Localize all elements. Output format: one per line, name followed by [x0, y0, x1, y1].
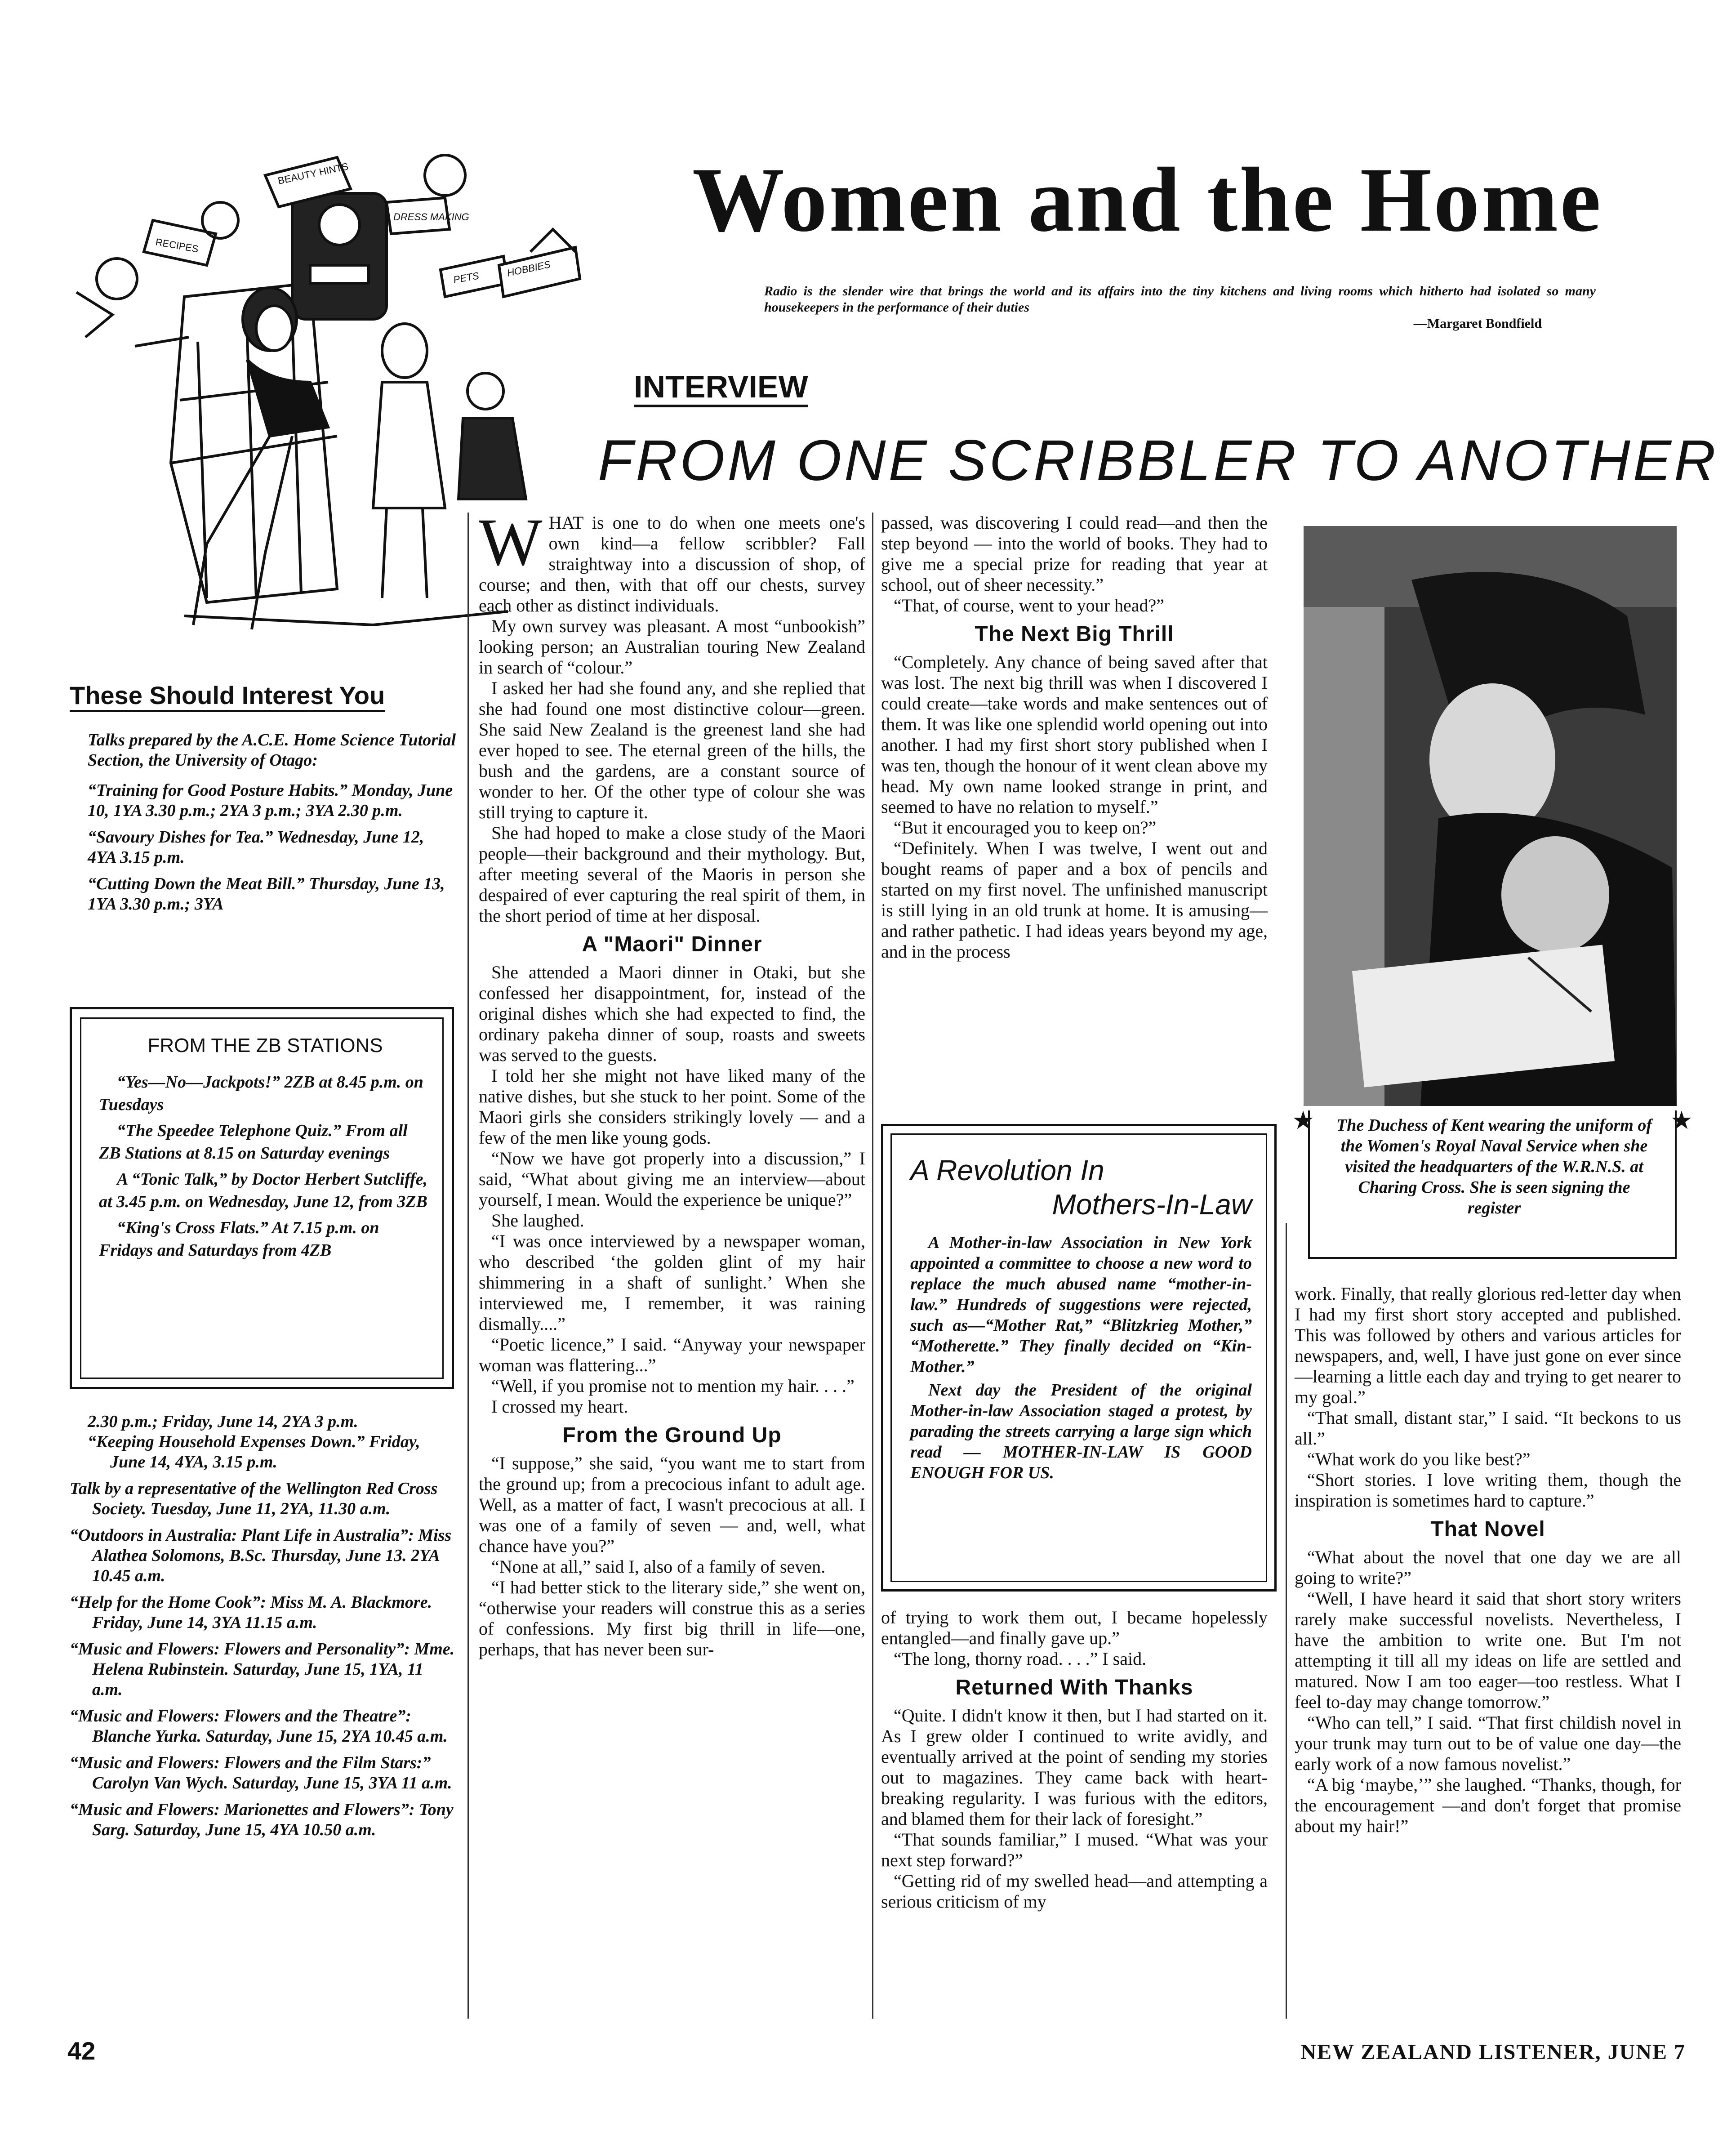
- article-column-3: [1295, 1284, 1681, 1837]
- sidebar-item: “Music and Flowers: Marionettes and Flowers”: Tony Sarg. Saturday, June 15, 4YA 10.50 a.m.: [70, 1800, 454, 1839]
- sidebar-item: Talk by a representative of the Wellington Red Cross Society. Tuesday, June 11, 2YA, 11.30 a.m.: [70, 1479, 438, 1518]
- column-rule: [467, 513, 469, 2019]
- sidebar-intro: Talks prepared by the A.C.E. Home Science Tutorial Section, the University of Otago:: [88, 731, 456, 770]
- article-paragraph: “That, of course, went to your head?”: [894, 595, 1164, 615]
- article-paragraph: “I had better stick to the literary side,” she went on, “otherwise your readers will construe this as a series of confessions. My first big thrill in life—one, perhaps, that has never been sur-: [479, 1577, 865, 1659]
- sidebar-item: “Outdoors in Australia: Plant Life in Australia”: Miss Alathea Solomons, B.Sc. Thursday, June 13. 2YA 10.45 a.m.: [70, 1526, 452, 1585]
- sidebar-list-bottom: [70, 1412, 456, 1846]
- column-rule: [1286, 1223, 1287, 2019]
- column-rule: [872, 513, 873, 2019]
- illustration-label: HOBBIES: [506, 259, 552, 279]
- subheading: From the Ground Up: [562, 1423, 782, 1447]
- photo-caption-box: [1292, 1107, 1693, 1259]
- article-paragraph: She laughed.: [491, 1210, 584, 1231]
- revolution-paragraph: A Mother-in-law Association in New York appointed a committee to choose a new word to replace the much abused name “mother-in-law.” Hundreds of suggestions were rejected, such as—“Mother Rat,” “Blitzkrieg Mother,” “Motherette.” They finally decided on “Kin-Mother.”: [910, 1233, 1252, 1376]
- zb-item: “Yes—No—Jackpots!” 2ZB at 8.45 p.m. on Tuesdays: [99, 1073, 423, 1114]
- article-paragraph: I crossed my heart.: [491, 1396, 628, 1417]
- article-kicker: INTERVIEW: [634, 369, 808, 407]
- article-paragraph: “Poetic licence,” I said. “Anyway your newspaper woman was flattering...”: [479, 1334, 865, 1375]
- photo-caption: The Duchess of Kent wearing the uniform of the Women's Royal Naval Service when she visited the headquarters of the W.R.N.S. at Charing Cross. She is seen signing the register: [1336, 1116, 1652, 1217]
- article-paragraph: work. Finally, that really glorious red-letter day when I had my first short story accepted and published. This was followed by others and various articles for newspapers, and, well, I have just gone on ever since—learning a little each day and trying to get nearer to my goal.”: [1295, 1284, 1681, 1407]
- illustration-label: RECIPES: [155, 236, 200, 255]
- article-paragraph: “None at all,” said I, also of a family of seven.: [491, 1556, 826, 1577]
- article-paragraph: “That small, distant star,” I said. “It beckons to us all.”: [1295, 1408, 1681, 1449]
- article-paragraph: “Short stories. I love writing them, though the inspiration is sometimes hard to capture.”: [1295, 1470, 1681, 1511]
- revolution-title-1: A Revolution In: [910, 1154, 1104, 1186]
- article-paragraph: “Quite. I didn't know it then, but I had started on it. As I grew older I continued to write avidly, and eventually arrived at the point of sending my stories out to magazines. They came back with heart-breaking regularity. I was furious with the editors, and blamed them for their lack of foresight.”: [881, 1705, 1268, 1829]
- article-paragraph: “Well, if you promise not to mention my hair. . . .”: [491, 1376, 855, 1396]
- article-paragraph: WHAT is one to do when one meets one's own kind—a fellow scribbler? Fall straightway into a discussion of shop, of course; and then, with that off our chests, survey each other as distinct individuals.: [479, 505, 865, 615]
- epigraph-author: —Margaret Bondfield: [1413, 316, 1542, 331]
- sidebar-item: “Savoury Dishes for Tea.” Wednesday, June 12, 4YA 3.15 p.m.: [88, 828, 424, 867]
- article-paragraph: “What work do you like best?”: [1307, 1449, 1531, 1469]
- publication-footer: NEW ZEALAND LISTENER, JUNE 7: [1300, 2040, 1686, 2064]
- subheading: A "Maori" Dinner: [582, 932, 762, 956]
- article-paragraph: My own survey was pleasant. A most “unbookish” looking person; an Australian touring New Zealand in search of “colour.”: [479, 616, 865, 678]
- article-paragraph: “Completely. Any chance of being saved after that was lost. The next big thrill was when I discovered I could create—take words and make sentences out of them. It was like one splendid world opening out into another. I had my first short story published when I was ten, though the honour of it went clean above my head. My own name looked strange in print, and seemed to have no relation to myself.”: [881, 652, 1268, 817]
- revolution-box: [881, 1124, 1277, 1592]
- photo-image: [1304, 526, 1677, 1106]
- subheading: Returned With Thanks: [955, 1676, 1193, 1699]
- article-paragraph: “A big ‘maybe,’” she laughed. “Thanks, though, for the encouragement —and don't forget that promise about my hair!”: [1295, 1774, 1681, 1836]
- article-column-1: [479, 505, 865, 1660]
- article-paragraph: “I suppose,” she said, “you want me to start from the ground up; from a precocious infant to adult age. Well, as a matter of fact, I wasn't precocious at all. I was one of a family of seven — and, well, what chance have you?”: [479, 1453, 865, 1556]
- drop-cap: W: [479, 505, 543, 580]
- sidebar-item: “Cutting Down the Meat Bill.” Thursday, June 13, 1YA 3.30 p.m.; 3YA: [88, 874, 445, 914]
- article-paragraph: “Definitely. When I was twelve, I went out and bought reams of paper and a box of pencils and started on my first novel. The unfinished manuscript is still lying in an old trunk at home. It is amusing—and rather pathetic. I had ideas years beyond my age, and in the process: [881, 838, 1268, 962]
- sidebar-item: “Music and Flowers: Flowers and Personality”: Mme. Helena Rubinstein. Saturday, June 15, 1YA, 11 a.m.: [70, 1640, 455, 1699]
- article-paragraph: “That sounds familiar,” I mused. “What was your next step forward?”: [881, 1829, 1268, 1870]
- sidebar-item: “Music and Flowers: Flowers and the Film Stars:” Carolyn Van Wych. Saturday, June 15, 3YA 11 a.m.: [70, 1753, 452, 1792]
- photo-duchess-of-kent: [1304, 526, 1677, 1106]
- article-paragraph: “Now we have got properly into a discussion,” I said, “What about giving me an interview—about yourself, I mean. Would the experience be unique?”: [479, 1148, 865, 1210]
- article-column-2-top: [881, 513, 1268, 962]
- epigraph-quote: Radio is the slender wire that brings the world and its affairs into the tiny kitchens and living rooms which hitherto had isolated so many housekeepers in the performance of their duties: [764, 284, 1596, 315]
- article-paragraph: of trying to work them out, I became hopelessly entangled—and finally gave up.”: [881, 1607, 1268, 1648]
- sidebar-item: “Keeping Household Expenses Down.” Friday, June 14, 4YA, 3.15 p.m.: [88, 1432, 420, 1471]
- subheading: That Novel: [1430, 1517, 1545, 1541]
- article-paragraph: “The long, thorny road. . . .” I said.: [894, 1649, 1147, 1669]
- article-paragraph: I asked her had she found any, and she replied that she had found one most distinctive colour—green. She said New Zealand is the greenest land she had ever hoped to see. The eternal green of the hills, the bush and the gardens, are a constant source of wonder to her. Of the other type of colour she was still trying to capture it.: [479, 678, 865, 822]
- article-paragraph: “I was once interviewed by a newspaper woman, who described ‘the golden glint of my hair shimmering in a shaft of sunlight.’ When she interviewed me, I remember, it was raining dismally....”: [479, 1231, 865, 1334]
- revolution-title-2: Mothers-In-Law: [1052, 1188, 1252, 1221]
- sidebar-list-top: [70, 730, 456, 914]
- subheading: The Next Big Thrill: [975, 622, 1174, 646]
- sidebar: [70, 681, 456, 921]
- zb-item: “The Speedee Telephone Quiz.” From all ZB Stations at 8.15 on Saturday evenings: [99, 1121, 408, 1163]
- zb-stations-box: [70, 1007, 454, 1389]
- article-column-2-bottom: [881, 1607, 1268, 1912]
- sidebar-item: “Help for the Home Cook”: Miss M. A. Blackmore. Friday, June 14, 3YA 11.15 a.m.: [70, 1593, 432, 1632]
- article-paragraph: I told her she might not have liked many of the native dishes, but she stuck to her point. Some of the Maori girls she considers strikingly lovely — and a few of the men like young gods.: [479, 1066, 865, 1148]
- star-icon: ★: [1292, 1107, 1315, 1135]
- article-paragraph: “Who can tell,” I said. “That first childish novel in your trunk may turn out to be of value one day—the early work of a now famous novelist.”: [1295, 1712, 1681, 1774]
- illustration-label: DRESS MAKING: [393, 211, 469, 223]
- page-number: 42: [67, 2037, 96, 2065]
- zb-item: “King's Cross Flats.” At 7.15 p.m. on Fridays and Saturdays from 4ZB: [99, 1218, 379, 1260]
- article-paragraph: “Well, I have heard it said that short story writers rarely make successful novelists. Nevertheless, I have the ambition to write one. But I'm not attempting it till all my ideas on life are settled and matured. Now I am too eager—too restless. What I feel to-day may change tomorrow.”: [1295, 1588, 1681, 1712]
- article-paragraph: “What about the novel that one day we are all going to write?”: [1295, 1547, 1681, 1588]
- page-title: Women and the Home: [692, 149, 1603, 251]
- article-headline: FROM ONE SCRIBBLER TO ANOTHER: [598, 428, 1718, 493]
- sidebar-item: “Training for Good Posture Habits.” Monday, June 10, 1YA 3.30 p.m.; 2YA 3 p.m.; 3YA 2.30 p.m.: [88, 781, 453, 820]
- article-paragraph: She had hoped to make a close study of the Maori people—their background and their mythology. But, after meeting several of the Maoris in person she despaired of ever capturing the real spirit of them, in the short period of time at her disposal.: [479, 823, 865, 926]
- zb-box-title: FROM THE ZB STATIONS: [147, 1034, 383, 1057]
- illustration-label: BEAUTY HINTS: [276, 161, 350, 187]
- sidebar-item: 2.30 p.m.; Friday, June 14, 2YA 3 p.m.: [88, 1412, 358, 1431]
- article-paragraph: “But it encouraged you to keep on?”: [894, 817, 1157, 838]
- epigraph: [764, 283, 1596, 332]
- article-paragraph: “Getting rid of my swelled head—and attempting a serious criticism of my: [881, 1871, 1268, 1912]
- article-paragraph: passed, was discovering I could read—and then the step beyond — into the world of books. They had to give me a special prize for reading that year at school, out of sheer necessity.”: [881, 513, 1268, 595]
- article-paragraph: She attended a Maori dinner in Otaki, but she confessed her disappointment, for, instead of the original dishes which she had expected to find, the ordinary pakeha dinner of soup, roasts and sweets was served to the guests.: [479, 962, 865, 1065]
- star-icon: ★: [1670, 1107, 1693, 1135]
- zb-item: A “Tonic Talk,” by Doctor Herbert Sutcliffe, at 3.45 p.m. on Wednesday, June 12, from 3ZB: [99, 1170, 428, 1211]
- sidebar-heading: These Should Interest You: [70, 681, 385, 712]
- revolution-paragraph: Next day the President of the original Mother-in-law Association staged a protest, by parading the streets carrying a large sign which read — MOTHER-IN-LAW IS GOOD ENOUGH FOR US.: [910, 1381, 1252, 1482]
- sidebar-item: “Music and Flowers: Flowers and the Theatre”: Blanche Yurka. Saturday, June 15, 2YA 10.45 a.m.: [70, 1707, 448, 1746]
- illustration-label: PETS: [452, 270, 480, 285]
